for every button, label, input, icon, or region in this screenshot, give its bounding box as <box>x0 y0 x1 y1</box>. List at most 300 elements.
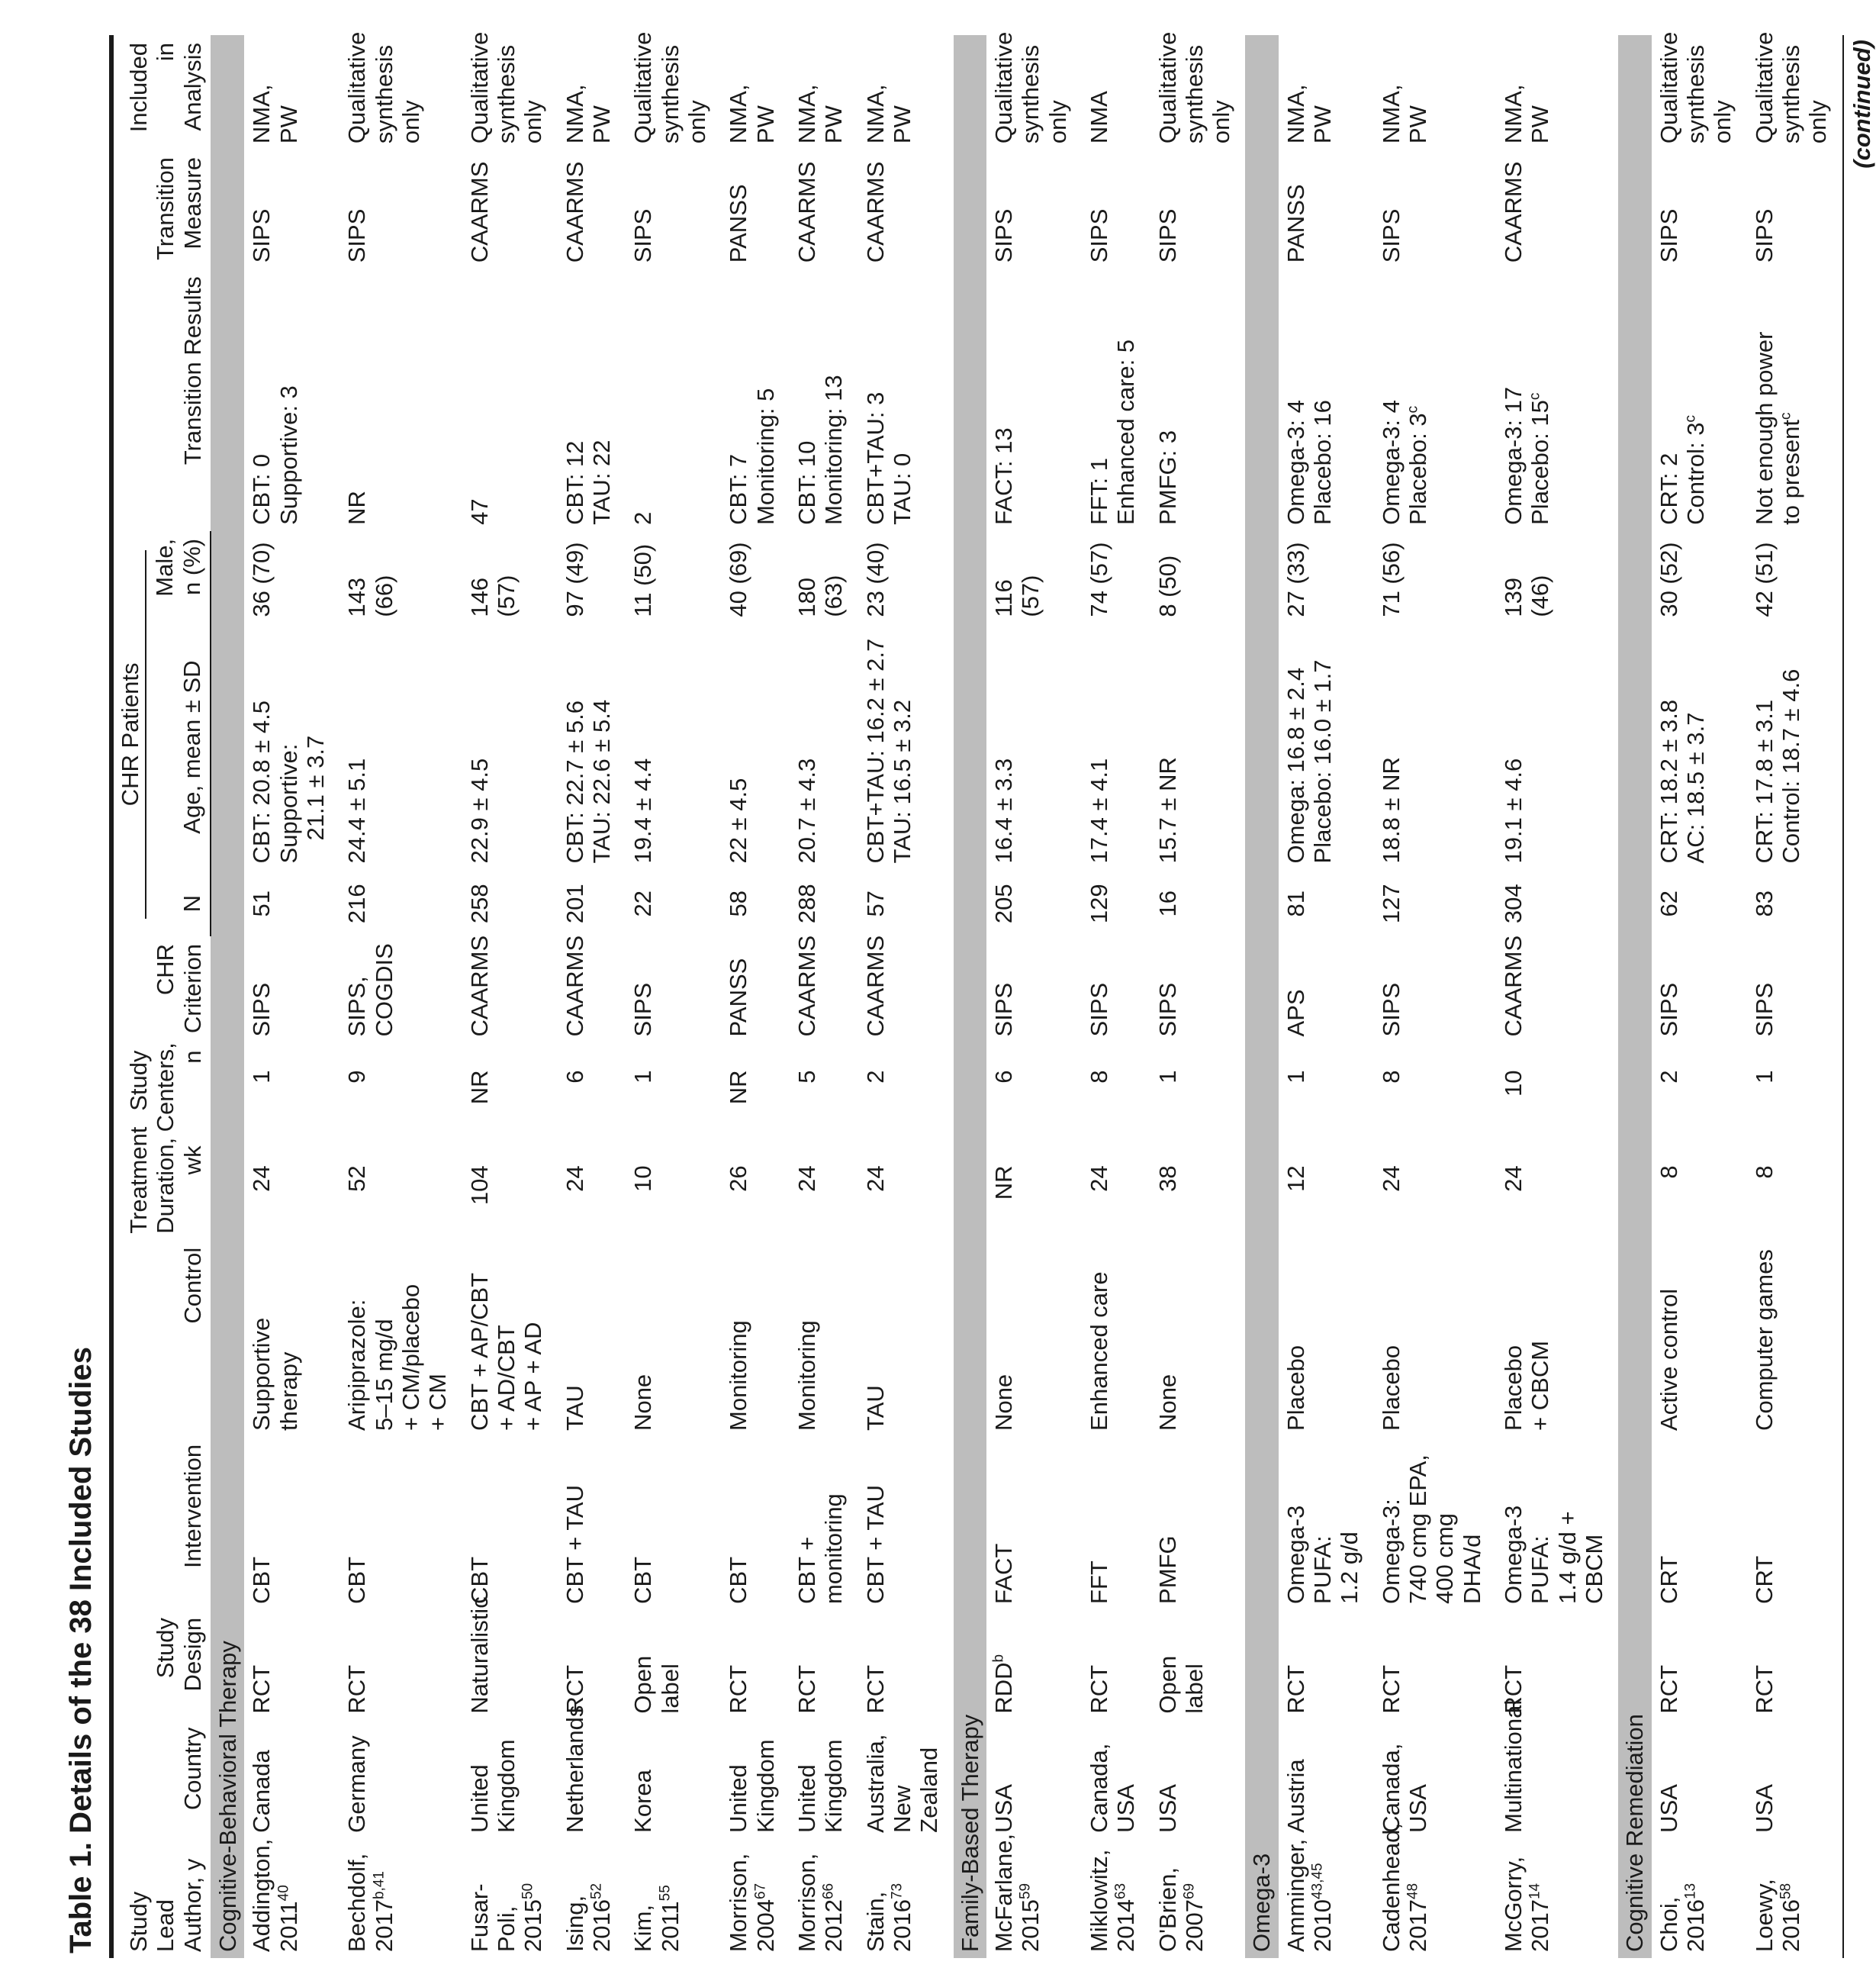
cell-line: SIPS <box>1750 982 1778 1037</box>
cell-line: 400 cmg DHA/d <box>1431 1513 1485 1604</box>
cell-line: synthesis only <box>1682 44 1736 144</box>
cell-criterion <box>1496 936 1618 1043</box>
cell-transition-measure: PANSS <box>725 184 752 263</box>
cell-age <box>986 623 1082 870</box>
cell-control <box>558 1240 626 1437</box>
cell-age <box>1496 623 1618 870</box>
cell-line: TAU <box>861 1385 889 1431</box>
cell-age <box>1082 623 1150 870</box>
cell-intervention <box>1082 1437 1150 1610</box>
header-chr-patients: CHR Patients <box>114 531 148 936</box>
design-text: RCT <box>861 1664 889 1714</box>
header-age: Age, mean ± SD <box>148 623 211 870</box>
header-n: N <box>148 869 211 936</box>
cell-control <box>626 1240 721 1437</box>
cell-line: Placebo <box>1282 1345 1309 1431</box>
cell-line: Monitoring: 13 <box>820 375 848 525</box>
cell-line: SIPS <box>989 982 1017 1037</box>
cell-author <box>1374 1823 1496 1958</box>
cell-author <box>1150 1839 1246 1958</box>
cell-line: Omega-3: <box>1377 1499 1405 1604</box>
cell-line: synthesis only <box>656 44 710 144</box>
cell-analysis <box>790 35 858 150</box>
cell-intervention <box>1374 1437 1496 1610</box>
cell-line: synthesis only <box>1017 44 1071 144</box>
reference-superscript: 73 <box>889 1883 906 1900</box>
table-row <box>858 35 954 1958</box>
cell-transition-measure: CAARMS <box>793 161 820 263</box>
cell-male: 139 (46) <box>1500 575 1554 617</box>
cell-country <box>1374 1720 1496 1839</box>
cell-line: Omega-3: 17 <box>1500 386 1527 525</box>
cell-n: 83 <box>1750 890 1778 917</box>
age-line: 19.1 ± 4.6 <box>1500 758 1527 864</box>
cell-transition-results <box>986 269 1082 531</box>
cell-age <box>1747 623 1842 870</box>
cell-transition-results <box>1652 269 1747 531</box>
cell-author <box>1496 1839 1618 1958</box>
cell-line: CBT + TAU <box>561 1485 588 1604</box>
section-row <box>1618 35 1651 1958</box>
cell-country <box>558 1705 626 1839</box>
cell-duration: 24 <box>1085 1165 1112 1192</box>
cell-control <box>986 1240 1082 1437</box>
cell-age <box>1150 623 1246 870</box>
cell-line: United <box>725 1764 752 1833</box>
header-male <box>148 531 211 623</box>
cell-control <box>462 1240 558 1437</box>
cell-line: NMA, PW <box>561 84 615 144</box>
table-row <box>1652 35 1747 1958</box>
design-text: RCT <box>343 1664 371 1714</box>
cell-criterion <box>1652 936 1747 1043</box>
cell-n: 201 <box>561 884 588 924</box>
cell-duration: 8 <box>1750 1165 1778 1179</box>
cell-n: 127 <box>1377 884 1405 924</box>
cell-male: 23 (40) <box>861 542 889 617</box>
table-row <box>1279 35 1374 1958</box>
cell-age <box>790 623 858 870</box>
cell-author <box>1279 1839 1374 1958</box>
cell-line: USA <box>1405 1784 1432 1833</box>
cell-line: USA <box>1112 1784 1140 1833</box>
cell-line: Kingdom <box>492 1739 520 1833</box>
cell-author <box>1652 1839 1747 1958</box>
cell-transition-results <box>858 269 954 531</box>
reference-superscript: 14 <box>1527 1883 1544 1900</box>
cell-line: Qualitative <box>465 31 493 144</box>
cell-line: 1.4 g/d + CBCM <box>1553 1511 1608 1604</box>
cell-author <box>339 1839 462 1958</box>
cell-author <box>1082 1839 1150 1958</box>
cell-line: n (%) <box>178 538 205 595</box>
cell-n: 258 <box>465 884 493 924</box>
cell-line: CRT <box>1655 1555 1682 1604</box>
cell-line: SIPS <box>629 982 657 1037</box>
cell-line: Measure <box>179 157 206 250</box>
cell-line: TAU: 0 <box>888 453 915 525</box>
author-line: O'Brien, <box>1154 1866 1181 1952</box>
cell-line: synthesis only <box>370 44 424 144</box>
cell-analysis <box>339 31 462 150</box>
cell-line: 740 cmg EPA, <box>1405 1454 1432 1604</box>
cell-line: TAU: 22 <box>587 440 615 525</box>
cell-transition-measure: CAARMS <box>1500 161 1527 263</box>
cell-line: Omega-3: 4 <box>1377 400 1405 525</box>
cell-line: CAARMS <box>561 935 588 1037</box>
cell-line: New Zealand <box>888 1747 943 1833</box>
cell-analysis <box>244 35 339 150</box>
cell-line: CAARMS <box>465 935 493 1037</box>
cell-intervention <box>1496 1437 1618 1610</box>
cell-transition-results <box>1374 269 1496 531</box>
cell-line: None <box>989 1374 1017 1431</box>
age-line: TAU: 16.5 ± 3.2 <box>888 699 915 864</box>
cell-line: Author, y <box>179 1858 206 1952</box>
cell-n: 216 <box>343 884 371 924</box>
cell-line: Omega-3 PUFA: <box>1282 1505 1337 1604</box>
cell-country <box>244 1720 339 1839</box>
design-text: Open label <box>1154 1655 1208 1714</box>
cell-male: 11 (50) <box>629 543 657 617</box>
cell-country <box>1279 1720 1374 1839</box>
cell-duration: 24 <box>1500 1165 1527 1192</box>
cell-male: 40 (69) <box>725 542 752 617</box>
cell-country <box>339 1720 462 1839</box>
cell-line: Multinational <box>1500 1699 1527 1833</box>
cell-line: Canada <box>248 1750 275 1833</box>
cell-n: 288 <box>793 884 820 924</box>
author-line: Cadenhead, <box>1377 1823 1405 1952</box>
author-line: 2011$^{40}$ <box>275 1885 302 1952</box>
cell-line: CBT <box>248 1556 275 1604</box>
cell-analysis <box>986 31 1082 150</box>
cell-criterion <box>626 936 721 1043</box>
cell-centers: 1 <box>1282 1070 1309 1084</box>
cell-line: Canada, <box>1085 1743 1112 1833</box>
cell-centers: 5 <box>793 1070 820 1084</box>
cell-line: + CM <box>424 1374 452 1431</box>
cell-line: PMFG: 3 <box>1154 430 1181 525</box>
cell-criterion <box>339 936 462 1043</box>
section-label: Family-Based Therapy <box>954 35 986 1958</box>
cell-duration: 24 <box>1377 1165 1405 1192</box>
cell-transition-measure: CAARMS <box>861 161 889 263</box>
header-centers <box>114 1042 211 1138</box>
cell-author <box>1747 1839 1842 1958</box>
cell-age <box>1652 623 1747 870</box>
cell-line: CBT: 7 <box>725 453 752 525</box>
header-design <box>114 1610 211 1720</box>
cell-age <box>858 623 954 870</box>
cell-analysis <box>558 35 626 150</box>
cell-intervention <box>1279 1437 1374 1610</box>
cell-transition-results <box>1747 269 1842 531</box>
age-line: 17.4 ± 4.1 <box>1085 758 1112 864</box>
section-label: Omega-3 <box>1245 35 1278 1958</box>
section-row <box>211 35 244 1958</box>
cell-duration: 8 <box>1655 1165 1682 1179</box>
author-line: 2017$^{b,41}$ <box>370 1871 397 1952</box>
cell-line: + AD/CBT <box>492 1325 520 1431</box>
age-line: TAU: 22.6 ± 5.4 <box>587 699 615 864</box>
design-text: RCT <box>561 1664 588 1714</box>
cell-criterion <box>1150 936 1246 1043</box>
cell-male: 30 (52) <box>1655 542 1682 617</box>
cell-intervention <box>1150 1437 1246 1610</box>
design-text: RCT <box>1750 1664 1778 1714</box>
cell-line: CBT <box>725 1556 752 1604</box>
cell-transition-results <box>1496 269 1618 531</box>
cell-male: 74 (57) <box>1085 542 1112 617</box>
section-label: Cognitive-Behavioral Therapy <box>211 35 244 1958</box>
cell-transition-results <box>1082 269 1150 531</box>
cell-line: None <box>629 1374 657 1431</box>
cell-duration: 24 <box>561 1165 588 1192</box>
design-text: Naturalistic <box>465 1596 493 1714</box>
author-line: McGorry, <box>1500 1856 1527 1952</box>
cell-line: SIPS <box>1085 982 1112 1037</box>
author-line: Amminger, <box>1282 1838 1309 1952</box>
cell-line: Supportive: 3 <box>275 385 302 525</box>
cell-intervention <box>339 1437 462 1610</box>
author-line: 2012$^{66}$ <box>820 1883 848 1952</box>
cell-line: Kingdom <box>751 1739 779 1833</box>
cell-line: CBT + TAU <box>861 1485 889 1604</box>
cell-design <box>1652 1610 1747 1720</box>
author-line: Miklowitz, <box>1085 1849 1112 1952</box>
age-line: 18.8 ± NR <box>1377 757 1405 864</box>
cell-centers: NR <box>725 1070 752 1105</box>
cell-line: wk <box>179 1145 206 1175</box>
cell-line: Germany <box>343 1735 371 1833</box>
cell-line: 5–15 mg/d <box>370 1319 397 1431</box>
cell-intervention <box>1652 1437 1747 1610</box>
table-row <box>1747 35 1842 1958</box>
cell-line: USA <box>989 1784 1017 1833</box>
header-author <box>114 1839 211 1958</box>
cell-line: Supportive <box>248 1317 275 1431</box>
cell-line: synthesis only <box>1778 44 1832 144</box>
cell-line: CAARMS <box>1500 935 1527 1037</box>
cell-line: Male, <box>151 538 179 597</box>
age-line: 24.4 ± 5.1 <box>343 758 371 864</box>
cell-line: Study Lead <box>125 1891 179 1952</box>
cell-country <box>858 1720 954 1839</box>
cell-age <box>558 623 626 870</box>
cell-centers: 2 <box>1655 1070 1682 1084</box>
table-row <box>1374 35 1496 1958</box>
cell-line: Monitoring <box>793 1320 820 1431</box>
cell-design <box>339 1610 462 1720</box>
cell-transition-measure: SIPS <box>1377 208 1405 263</box>
cell-line: Design <box>179 1617 206 1692</box>
design-text: RDD <box>989 1662 1017 1714</box>
cell-line: Placebo <box>1377 1345 1405 1431</box>
cell-duration: 26 <box>725 1165 752 1192</box>
design-text: RCT <box>1500 1664 1527 1714</box>
cell-line: therapy <box>275 1351 302 1431</box>
cell-line: Aripiprazole: <box>343 1299 371 1431</box>
cell-line: None <box>1154 1374 1181 1431</box>
cell-line: CBT + AP/CBT <box>465 1272 493 1431</box>
cell-line: Centers, <box>152 1042 179 1132</box>
cell-duration: 24 <box>248 1165 275 1192</box>
cell-line: CAARMS <box>793 935 820 1037</box>
cell-line: Qualitative <box>1655 31 1682 144</box>
cell-line: Qualitative <box>1750 31 1778 144</box>
cell-criterion <box>986 936 1082 1043</box>
reference-superscript: 52 <box>588 1883 605 1900</box>
cell-country <box>626 1720 721 1839</box>
cell-transition-results <box>339 269 462 531</box>
age-line: Placebo: 16.0 ± 1.7 <box>1309 659 1337 864</box>
cell-analysis <box>1150 31 1246 150</box>
cell-transition-results <box>790 269 858 531</box>
age-line: 22 ± 4.5 <box>725 778 752 864</box>
cell-transition-results <box>244 269 339 531</box>
cell-line: NMA, PW <box>1377 84 1432 144</box>
cell-age <box>1279 623 1374 870</box>
cell-male: 143 (66) <box>343 575 397 617</box>
header-analysis <box>114 35 211 150</box>
design-text: RCT <box>1655 1664 1682 1714</box>
cell-design <box>1082 1610 1150 1720</box>
cell-line: Criterion <box>179 943 206 1034</box>
cell-country <box>1150 1720 1246 1839</box>
reference-superscript: 66 <box>820 1883 837 1900</box>
cell-line: PMFG <box>1154 1535 1181 1604</box>
cell-male: 42 (51) <box>1750 542 1778 617</box>
author-line: Fusar-Poli, <box>465 1883 520 1952</box>
cell-age <box>339 623 462 870</box>
cell-intervention <box>858 1437 954 1610</box>
cell-criterion <box>462 936 558 1043</box>
age-line: 21.1 ± 3.7 <box>301 735 329 841</box>
cell-line: Omega-3: 4 <box>1282 400 1309 525</box>
cell-design: RDD$^b$ <box>989 1654 1017 1714</box>
cell-n: 205 <box>989 884 1017 924</box>
cell-line: Transition <box>152 157 179 261</box>
cell-author <box>721 1839 790 1958</box>
cell-line: CBT: 12 <box>561 440 588 525</box>
cell-line: + CBCM <box>1527 1340 1554 1431</box>
cell-criterion <box>558 936 626 1043</box>
author-line: Choi, 2016$^{13}$ <box>1655 1883 1710 1952</box>
age-line: CRT: 17.8 ± 3.1 <box>1750 699 1778 864</box>
design-text: Open label <box>629 1655 684 1714</box>
cell-line: 2 <box>629 511 657 525</box>
cell-design <box>1747 1610 1842 1720</box>
cell-transition-measure: SIPS <box>248 208 275 263</box>
cell-line: COGDIS <box>370 943 397 1037</box>
cell-centers: 9 <box>343 1070 371 1084</box>
cell-intervention <box>558 1437 626 1610</box>
cell-line: Active control <box>1655 1288 1682 1431</box>
cell-author <box>462 1839 558 1958</box>
cell-line: CRT <box>1750 1555 1778 1604</box>
cell-line: Qualitative <box>629 31 657 144</box>
cell-line: USA <box>1154 1784 1181 1833</box>
cell-line: Treatment <box>125 1126 152 1234</box>
cell-line: CBT <box>465 1556 493 1604</box>
cell-transition-measure: CAARMS <box>465 161 493 263</box>
cell-centers: 1 <box>629 1070 657 1084</box>
cell-male: 71 (56) <box>1377 542 1405 617</box>
cell-male: 146 (57) <box>465 575 520 617</box>
cell-analysis <box>1747 31 1842 150</box>
table-body <box>211 31 1842 1958</box>
cell-line: Included in <box>125 43 179 133</box>
cell-line: Canada, <box>1377 1743 1405 1833</box>
continued-note: (continued) <box>1842 35 1876 1958</box>
cell-analysis <box>1496 35 1618 150</box>
cell-line: USA <box>1750 1784 1778 1833</box>
cell-transition-measure: SIPS <box>629 208 657 263</box>
age-line: Control: 18.7 ± 4.6 <box>1778 668 1805 864</box>
cell-centers: 2 <box>861 1070 889 1084</box>
section-label: Cognitive Remediation <box>1618 35 1651 1958</box>
cell-control <box>339 1240 462 1437</box>
cell-intervention <box>1747 1437 1842 1610</box>
reference-superscript: 69 <box>1181 1883 1198 1900</box>
reference-superscript: 59 <box>1017 1883 1034 1900</box>
cell-centers: 1 <box>248 1070 275 1084</box>
cell-analysis <box>1279 35 1374 150</box>
cell-country <box>986 1720 1082 1839</box>
cell-line: Enhanced care: 5 <box>1112 339 1140 525</box>
cell-analysis <box>626 31 721 150</box>
cell-line: SIPS <box>1377 982 1405 1037</box>
author-line: 2015$^{59}$ <box>1017 1883 1044 1952</box>
cell-line: United <box>793 1764 820 1833</box>
cell-n: 62 <box>1655 890 1682 917</box>
cell-control <box>1082 1240 1150 1437</box>
table-title: Table 1. Details of the 38 Included Studies <box>61 35 114 1958</box>
cell-line: Enhanced care <box>1085 1271 1112 1431</box>
cell-author <box>790 1839 858 1958</box>
cell-line: Placebo: 16 <box>1309 400 1337 525</box>
cell-line: SIPS, <box>343 976 371 1037</box>
cell-criterion <box>1082 936 1150 1043</box>
cell-line: FFT <box>1085 1560 1112 1604</box>
cell-author <box>244 1839 339 1958</box>
design-text: RCT <box>725 1664 752 1714</box>
cell-criterion <box>244 936 339 1043</box>
cell-n: 304 <box>1500 884 1527 924</box>
cell-centers: 8 <box>1377 1070 1405 1084</box>
age-line: Supportive: <box>275 743 302 864</box>
reference-superscript: 58 <box>1778 1883 1794 1900</box>
cell-n: 16 <box>1154 890 1181 917</box>
cell-line: SIPS <box>248 982 275 1037</box>
age-line: 19.4 ± 4.4 <box>629 758 657 864</box>
cell-centers: 6 <box>561 1070 588 1084</box>
cell-transition-results <box>1279 269 1374 531</box>
cell-transition-results <box>1150 269 1246 531</box>
cell-line: Omega-3 PUFA: <box>1500 1505 1554 1604</box>
cell-country <box>1747 1720 1842 1839</box>
section-row <box>954 35 986 1958</box>
cell-line: n <box>179 1050 206 1064</box>
cell-n: 51 <box>248 890 275 917</box>
design-text: RCT <box>1377 1664 1405 1714</box>
cell-control <box>1279 1240 1374 1437</box>
cell-author <box>626 1839 721 1958</box>
cell-analysis <box>721 35 790 150</box>
cell-line: Not enough power <box>1750 331 1778 525</box>
author-line: Ising, 2016$^{52}$ <box>561 1883 615 1952</box>
